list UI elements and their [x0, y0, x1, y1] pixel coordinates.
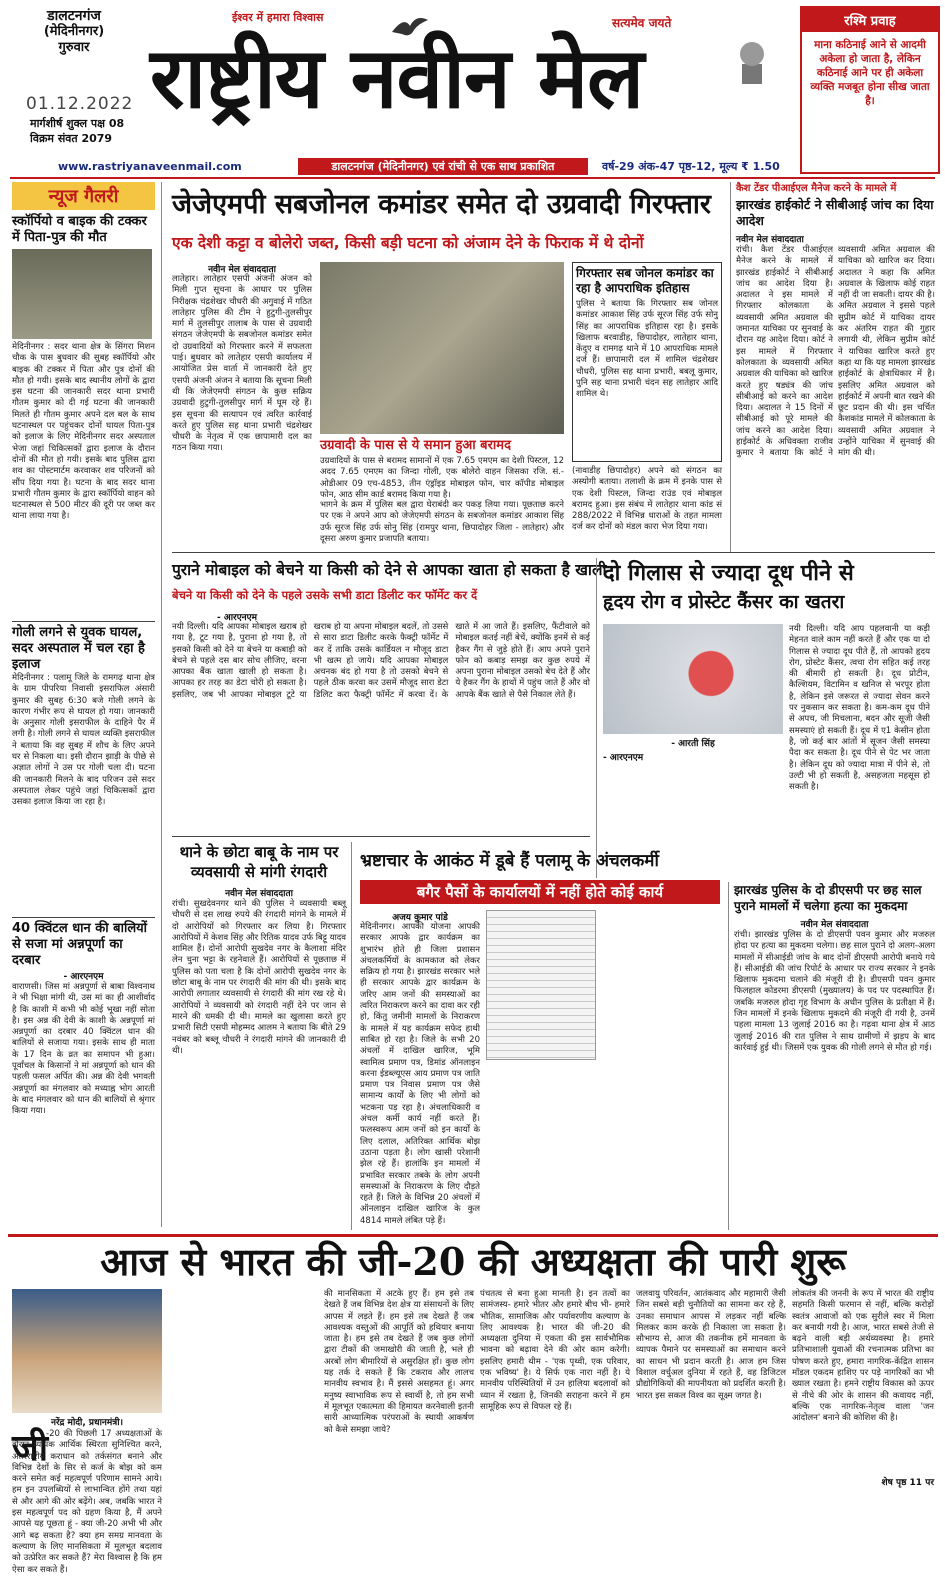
dsp-headline: झारखंड पुलिस के दो डीएसपी पर छह साल पुराने मामलों में चलेगा हत्या का मुकदमा	[734, 883, 922, 913]
g20-body-1: -20 की पिछली 17 अध्यक्षताओं के दौरान व्यापक आर्थिक स्थिरता सुनिश्चित करने, अंतरराष्ट्रीय कराधान को तर्कसंगत बनाने और विभिन्न देशों के सिर से कर्ज के बोझ को कम करने समेत कई महत्वपूर्ण परिणाम सामने आये। हम इन उपलब्धियों से लाभान्वित होंगे तथा यहां से और आगे की ओर बढ़ेंगे। अब, जबकि भारत ने इस महत्वपूर्ण पद को ग्रहण किया है, मैं अपने आपसे यह पूछता हूं - क्या जी-20 अभी भी और आगे बढ़ सकता है? क्या हम समग्र मानवता के कल्याण के लिए मानसिकता में मूलभूत बदलाव को उत्प्रेरित कर सकते हैं? मेरा विश्वास है कि हम ऐसा कर सकते हैं।	[12, 1429, 162, 1575]
lead-story	[172, 262, 722, 547]
rashmi-title: रश्मि प्रवाह	[802, 8, 938, 32]
g20-section	[8, 1234, 938, 1575]
mobile-subhead: बेचने या किसी को देने के पहले उसके सभी डाटा डिलीट कर फॉर्मेट कर दें	[172, 588, 478, 602]
edition-place: (मेदिनीनगर)	[43, 24, 105, 39]
publication-info: डालटनगंज (मेदिनीनगर) एवं रांची से एक साथ प्रकाशित	[298, 158, 588, 175]
history-box-title: गिरफ्तार सब जोनल कमांडर का रहा है आपराधिक इतिहास	[576, 266, 714, 295]
news-gallery-heading: न्यूज गैलरी	[12, 182, 155, 210]
panchang	[30, 116, 140, 146]
gallery-story-2-title: गोली लगने से युवक घायल, सदर अस्पताल में चल रहा है इलाज	[12, 621, 155, 673]
modi-photo	[12, 1289, 162, 1413]
palamu-body-1: मेदिनीनगर। आपकी योजना आपकी सरकार आपके द्वार कार्यक्रम का शुभारंभ होते ही जिला प्रशासन अंचलकर्मियों के कामकाज को लेकर सक्रिय हो गया है। झारखंड सरकार भले ही सरकार आपके द्वार कार्यक्रम के जरिए आम जनों की समस्याओं का त्वरित निराकरण करने का दावा कर रही हो, किंतु जमीनी मामलों के निराकरण के मामले में यह कार्यक्रम सफेद हाथी साबित हो रहा है। जिले के सभी 20 अंचलों में दाखिल खारिज, भूमि स्वामित्व प्रमाण पत्र, डिमांड ऑनलाइन करना ईडब्ल्यूएस आय प्रमाण पत्र जाति प्रमाण पत्र निवास प्रमाण पत्र जैसे सामान्य कार्यों के लिए भी लोगों को भटकना पड़ रहा है। अंचलाधिकारी व अंचल कर्मी कार्य नहीं करते हैं। फलस्वरूप आम जनों को इन कार्यों के लिए दलाल, अतिरिक्त आर्थिक बोझ उठाना पड़ता है। लोग खासी परेशानी झेल रहे हैं। हालांकि इन मामलों में प्रभावित सरकार तबके के लोग अपनी समस्याओं के निराकरण के लिए दौड़ते रहते हैं। जिले के विभिन्न 20 अंचलों में ऑनलाइन दाखिल खारिज के कुल 4814 मामले लंबित पड़े हैं।	[360, 922, 480, 1226]
gallery-story-3-title: 40 क्विंटल धान की बालियों से सजा मां अन्नपूर्णा का दरबार	[12, 917, 155, 969]
babu-headline: थाने के छोटा बाबू के नाम पर व्यवसायी से मांगी रंगदारी	[179, 843, 339, 881]
lead-reporter: नवीन मेल संवाददाता	[208, 265, 276, 275]
issue-meta: वर्ष-29 अंक-47 पृष्ठ-12, मूल्य ₹ 1.50	[602, 159, 780, 173]
palamu-reporter: अजय कुमार पांडे	[392, 913, 448, 923]
palamu-banner: बगैर पैसों के कार्यालयों में नहीं होते कोई कार्य	[360, 880, 720, 904]
lead-body-1: लातेहार। लातेहार एसपी अंजनी अंजन को मिली गुप्त सूचना के आधार पर पुलिस निरीक्षक चंद्रशेखर चौधरी की अगुवाई में गठित लातेहार पुलिस की टीम ने हुटुगी-तुलसीपुर मार्ग में तुलसीपुर तालाब के पास से उग्रवादी संगठन जेजेएमपी के सबजोनल कमांडर समेत दो उग्रवादियों को गिरफ्तार करने में सफलता पाई। बुधवार को लातेहार एसपी कार्यालय में आयोजित प्रेस वार्ता में जानकारी देते हुए एसपी अंजनी अंजन ने बताया कि सूचना मिली थी कि जेजेएमपी संगठन के कुछ सक्रिय उग्रवादी हुटुगी-तुलसीपुर मार्ग में घूम रहे हैं। इस सूचना की सत्यापन एवं त्वरित कार्रवाई करते हुए पुलिस सह थाना प्रभारी चंद्रशेखर चौधरी के नेतृत्व में एक छापामारी दल का गठन किया गया।	[172, 274, 312, 454]
gallery-story-1-body: मेदिनीनगर : सदर थाना क्षेत्र के सिंगरा मिशन चौक के पास बुधवार की सुबह स्कॉर्पियो और बाइक की टक्कर में पिता और पुत्र दोनों की मौत हो गयी। इसके बाद स्थानीय लोगों के द्वारा इस घटना की जानकारी सदर थाना प्रभारी गौतम कुमार को दी गई घटना की जानकारी मिलते ही गौतम कुमार अपने दल बल के साथ घटनास्थल पर पहुंचकर दोनों घायल पिता-पुत्र को इलाज के लिए मेदिनीनगर सदर अस्पताल भेजा जहां चिकित्सकों द्वारा इलाज के दौरान दोनों की मौत हो गयी। इसके बाद पुलिस द्वारा शव का पोस्टमार्टम करवाकर शव परिजनों को सौंप दिया गया है। घटना के बाद सदर थाना प्रभारी गौतम कुमार के द्वारा स्कॉर्पियो वाहन को घटनास्थल से 500 मीटर की दूरी पर जब्त कर थाना लाया गया है।	[12, 342, 155, 522]
hc-body: रांची। कैश टेंडर पीआईएल मैनेज करने के मामले में झारखंड हाईकोर्ट ने सीबीआई जांच का आदेश दिया है। अदालत ने इस मामले में गिरफ्तार कोलकाता के व्यवसायी अमित अग्रवाल की जमानत याचिका पर सुनवाई के दौरान यह आदेश दिया। कोर्ट ने इस मामले में गिरफ्तार कोलकाता के व्यवसायी अमित अग्रवाल की याचिका को खारिज करते हुए षड्यंत्र की जांच सीबीआई को करने का आदेश दिया। अदालत ने 15 दिनों में सीबीआई को पूरे मामले की जांच करने का आदेश दिया। हाईकोर्ट के अधिवक्ता राजीव कुमार ने बताया कि कोर्ट ने व्यवसायी अमित अग्रवाल की याचिका को खारिज कर दिया। अदालत ने कहा कि अमित अग्रवाल के खिलाफ कोई राहत नहीं दी जा सकती। दायर की है। अमित अग्रवाल ने इससे पहले सुप्रीम कोर्ट में याचिका दायर कर अंतरिम राहत की गुहार लगायी थी, लेकिन सुप्रीम कोर्ट ने याचिका खारिज करते हुए कहा था कि यह मामला झारखंड हाईकोर्ट के क्षेत्राधिकार में है। इसलिए अमित अग्रवाल को हाईकोर्ट में अपनी बात रखने की छूट प्रदान की थी। इस चर्चित कैशकांड मामले में कोलकाता के व्यवसायी अमित अग्रवाल ने उन्होंने याचिका में सुनवाई की मांग की थी।	[736, 245, 935, 459]
gallery-story-2-body: मेदिनीनगर : पलामू जिले के रामगढ़ थाना क्षेत्र के ग्राम पीपरिया निवासी इसराफिल अंसारी कुमार की सुबह 6:30 बजे गोली लगने के कारण गंभीर रूप से घायल हो गया। जानकारी के अनुसार गोली इसराफील के दाहिने पैर में लगी है। गोली लगने से घायल व्यक्ति इसराफील ने बताया कि वह सुबह में शौच के लिए अपने घर से निकला था। इसी दौरान झाड़ी के पीछे से अज्ञात लोगों ने उस पर गोली चला दी। घटना की जानकारी मिलने के बाद परिजन उसे सदर अस्पताल लेकर पहुंचे जहां चिकित्सकों द्वारा उसका इलाज किया जा रहा है।	[12, 673, 155, 808]
panchang-line-2: विक्रम संवत 2079	[30, 132, 113, 145]
news-gallery	[12, 182, 162, 1227]
lead-subhead: एक देशी कट्टा व बोलेरो जब्त, किसी बड़ी घटना को अंजाम देने के फिराक में थे दोनों	[172, 234, 644, 252]
palamu-headline: भ्रष्टाचार के आकंठ में डूबे हैं पलामू के अंचलकर्मी	[360, 851, 659, 871]
g20-continued: शेष पृष्ठ 11 पर	[881, 1478, 934, 1488]
milk-body: नयी दिल्ली। यदि आप पहलवानी या कड़ी मेहनत वाले काम नहीं करते हैं और एक या दो गिलास से ज्यादा दूध पीते हैं, तो आपको हृदय रोग, प्रोस्टेट कैंसर, त्वचा रोग सहित कई तरह की बीमारी हो सकती है। दूध प्रोटीन, कैल्शियम, विटामिन व खनिज से भरपूर होता है, लेकिन इसे जरूरत से ज्यादा सेवन करने पर नुकसान कर सकता है। कम-कम दूध पीने से अपच, जी मिचलाना, बदन और सूजी जैसी समस्याएं हो सकती हैं। दूध में ए1 केसीन होता है, जो कई बार आंतों में सूजन जैसी समस्या पैदा कर सकता है। दूध पीने से पेट भर जाता है। लेकिन दूध को ज्यादा मात्रा में पीने से, तो उल्टी भी हो सकती है, असहजता महसूस हो सकती है।	[789, 624, 930, 793]
gallery-story-3-body: वाराणसी। जिस मां अन्नपूर्णा से बाबा विश्वनाथ ने भी भिक्षा मांगी थी, उस मां का ही आशीर्वाद है कि काशी में कभी भी कोई भूखा नहीं सोता है। इस अन्न की देवी के काशी के अन्नपूर्णा मां अन्नपूर्णा का दरबार 40 क्विंटल धान की बालियों से सजाया गया। इसके साथ ही माता के 17 दिन के व्रत का समापन भी हुआ। पूर्वांचल के किसानों ने मां अन्नपूर्णा को धान की पहली फसल अर्पित की। अन्न की देवी भगवती अन्नपूर्णा का मंगलवार को मध्याह्न भोग आरती के बाद मंगलवार को धान की बालियों से श्रृंगार किया गया।	[12, 982, 155, 1117]
milk-headline-2: हृदय रोग व प्रोस्टेट कैंसर का खतरा	[603, 591, 845, 613]
milk-story	[596, 558, 935, 878]
lead-headline: जेजेएमपी सबजोनल कमांडर समेत दो उग्रवादी गिरफ्तार	[172, 189, 711, 220]
masthead-divider	[10, 177, 935, 179]
edition-block	[14, 8, 134, 56]
panchang-line-1: मार्गशीर्ष शुक्ल पक्ष 08	[30, 117, 125, 130]
rashmi-text: माना कठिनाई आने से आदमी अकेला हो जाता है, लेकिन कठिनाई आने पर ही अकेला व्यक्ति मजबूत होना सीख जाता है।	[810, 39, 930, 107]
mobile-reporter: - आरएनएम	[216, 613, 258, 623]
palamu-body-2	[602, 910, 720, 1220]
dsp-story	[728, 882, 935, 1230]
lead-body-2: भागने के क्रम में पुलिस बल द्वारा घेराबंदी कर पकड़ लिया गया। पूछताछ करने पर एक ने अपने आप को जेजेएमपी संगठन के सबजोनल कमांडर आकाश सिंह उर्फ सूरज सिंह उर्फ सोनु सिंह (रामपुर थाना, छिपादोहर जिला - लातेहार) और दूसरा अरुण कुमार प्रजापति बताया।	[320, 500, 564, 544]
palamu-story	[360, 910, 720, 1230]
section-divider-1	[172, 552, 935, 553]
criminal-history-box	[572, 262, 722, 462]
heart-pain-photo	[603, 624, 783, 734]
lead-body-3: (नावाडीह छिपादोहर) अपने को संगठन का अस्योगी बताया। तलाशी के क्रम में इनके पास से एक देशी पिस्टल, जिन्दा राउंड एवं मोबाइल बरामद हुआ। इस संबंध में लातेहार थाना कांड सं 288/2022 में विभिन्न धाराओं के तहत मामला दर्ज कर दोनों को मंडल कारा भेज दिया गया।	[572, 466, 722, 533]
masthead-strip	[58, 157, 798, 175]
g20-body-2: की मानसिकता में अटके हुए हैं। हम इसे तब देखते हैं जब विभिन्न देश क्षेत्र या संसाधनों के लिए आपस में लड़ते हैं। हम इसे तब देखते हैं जब आवश्यक वस्तुओं की आपूर्ति को हथियार बनाया जाता है। हम इसे तब देखते हैं जब कुछ लोगों द्वारा टीकों की जमाखोरी की जाती है, भले ही अरबों लोग बीमारियों से असुरक्षित हों। कुछ लोग यह तर्क दे सकते हैं कि टकराव और लालच मानवीय स्वभाव है। मैं इससे असहमत हूं। अगर मनुष्य स्वाभाविक रूप से स्वार्थी है, तो हम सभी में मूलभूत एकात्मता की हिमायत करनेवाली इतनी सारी आध्यात्मिक परंपराओं के स्थायी आकर्षण को कैसे समझा जाये?	[324, 1289, 474, 1435]
history-box-body: पुलिस ने बताया कि गिरफ्तार सब जोनल कमांडर आकाश सिंह उर्फ सूरज सिंह उर्फ सोनु सिंह का आपराधिक इतिहास रहा है। इसके खिलाफ बरवाडीह, छिपादोहर, लातेहार थाना, केंदुए व रामगढ़ थाने में 10 आपराधिक मामले दर्ज हैं। छापामारी दल में शामिल चंद्रशेखर चौधरी, पुलिस सह थाना प्रभारी, बबलू कुमार, पुनि सह थाना प्रभारी चंदन सह लातेहार आदि शामिल थे।	[576, 299, 718, 400]
milk-headline-1: दो गिलास से ज्यादा दूध पीने से	[603, 560, 854, 586]
g20-body-4: जलवायु परिवर्तन, आतंकवाद और महामारी जैसी जिन सबसे बड़ी चुनौतियों का सामना कर रहे हैं, उनका समाधान आपस में लड़कर नहीं बल्कि मिलकर काम करके ही निकाला जा सकता है। सौभाग्य से, आज की तकनीक हमें मानवता के व्यापक पैमाने पर समस्याओं का समाधान करने का साधन भी प्रदान करती है। आज हम जिस विशाल वर्चुअल दुनिया में रहते हैं, वह डिजिटल प्रौद्योगिकियों की मापनीयता को प्रदर्शित करती है। भारत इस सकल विश्व का सूक्ष्म जगत है।	[636, 1289, 786, 1401]
land-record-document-photo	[486, 910, 596, 1060]
issue-date: 01.12.2022	[26, 94, 134, 114]
hc-kicker: कैश टेंडर पीआईएल मैनेज करने के मामले में	[736, 183, 897, 194]
gallery-story-3-reporter: - आरएनएम	[63, 972, 104, 982]
gallery-story-1-title: स्कॉर्पियो व बाइक की टक्कर में पिता-पुत्र की मौत	[12, 214, 147, 245]
g20-drop-cap: जी	[12, 1428, 49, 1469]
babu-reporter: नवीन मेल संवाददाता	[225, 889, 293, 899]
lead-photo-caption: उग्रवादी के पास से ये समान हुआ बरामद	[320, 438, 511, 453]
g20-body-1b	[168, 1289, 316, 1487]
tagline: ईश्वर में हमारा विश्वास	[232, 11, 324, 24]
g20-body-5: लोकतंत्र की जननी के रूप में भारत की राष्ट्रीय सहमति किसी फरमान से नहीं, बल्कि करोड़ों स्वतंत्र आवाजों को एक सुरीले स्वर में मिला कर बनायी गयी है। आज, भारत सबसे तेजी से बढ़ने वाली बड़ी अर्थव्यवस्था है। हमारे प्रतिभाशाली युवाओं की रचनात्मक प्रतिभा का पोषण करते हुए, हमारा नागरिक-केंद्रित शासन मॉडल एकदम हाशिए पर पड़े नागरिकों का भी ख्याल रखता है। हमने राष्ट्रीय विकास को ऊपर से नीचे की ओर के शासन की कवायद नहीं, बल्कि एक नागरिक-नेतृत्व वाला 'जन आंदोलन' बनाने की कोशिश की है।	[792, 1289, 934, 1424]
jharkhand-hc-story	[730, 182, 935, 552]
g20-photo-caption: नरेंद्र मोदी, प्रधानमंत्री।	[50, 1418, 124, 1428]
section-divider-2	[172, 836, 590, 837]
newspaper-title: राष्ट्रीय नवीन मेल	[150, 29, 644, 127]
mobile-body: नयी दिल्ली। यदि आपका मोबाइल खराब हो गया है, टूट गया है, पुराना हो गया है, तो इसको किसी को देने या बेचने या कबाड़ी को बेचने से पहले दस बार सोच लीजिए, वरना आपका बैंक खाता खाली हो सकता है। आपका हर तरह का डेटा चोरी हो सकता है। इसलिए, जब भी आपका मोबाइल टूटे या खराब हो या अपना मोबाइल बदलें, तो उससे से सारा डाटा डिलीट करके फैक्ट्री फॉर्मेट में कर दें ताकि उसके कार्डियल न मौजूद डाटा भी खत्म हो जाये। यदि आपका मोबाइल अचनक बंद हो गया है तो उसको बेचने से पहले ठीक करवा कर उसमें मौजूद सारा डेटा डिलिट करा फैक्ट्री फॉर्मेट में करवा दें। के खाते में आ जाते हैं। इसलिए, फैंटीवाले को मोबाइल कतई नहीं बेचें, क्योंकि इनमें से कई हैकर गैंग से जुड़े होते हैं। आप अपने पुराने फोन को कबाड़ समझ कर कुछ रुपये में अपना पुराना मोबाइल उसको बेच देते हैं और ये हैकर गैंग के हाथों में पहुंच जाते हैं और वो आपके बैंक खाते से पैसे निकाल लेते हैं।	[172, 622, 590, 700]
hc-reporter: नवीन मेल संवाददाता	[736, 235, 804, 245]
babu-story	[172, 842, 352, 1230]
arrest-photo	[320, 262, 564, 434]
website-link[interactable]: www.rastriyanaveenmail.com	[58, 159, 242, 173]
mobile-headline: पुराने मोबाइल को बेचने या किसी को देने से आपका खाता हो सकता है खाली	[172, 560, 607, 579]
g20-body-3: पंचतत्व से बना हुआ मानती है। इन तत्वों का सामंजस्य- हमारे भीतर और हमारे बीच भी- हमारे भौतिक, सामाजिक और पर्यावरणीय कल्याण के लिए आवश्यक है। भारत की जी-20 की अध्यक्षता दुनिया में एकता की इस सार्वभौमिक भावना को बढ़ावा देने की ओर काम करेगी। इसलिए हमारी थीम - 'एक पृथ्वी, एक परिवार, एक भविष्य' है। ये सिर्फ एक नारा नहीं है। ये मानवीय परिस्थितियों में उन हालिया बदलावों को ध्यान में रखता है, जिनकी सराहना करने में हम सामूहिक रूप से विफल रहे हैं।	[480, 1289, 630, 1412]
edition-city: डालटनगंज	[47, 8, 101, 24]
motto: सत्यमेव जयते	[612, 16, 672, 30]
hc-headline: झारखंड हाईकोर्ट ने सीबीआई जांच का दिया आदेश	[736, 197, 934, 228]
emblem-icon	[734, 34, 770, 88]
babu-body: रांची। सुखदेवनगर थाने की पुलिस ने व्यवसायी बब्लू चौधरी से दस लाख रुपये की रंगदारी मांगने के मामले में दो आरोपियों को गिरफ्तार कर लिया है। गिरफ्तार आरोपियों में केशव सिंह और रितिक यादव उर्फ बिट्टू यादव शामिल हैं। दोनों आरोपी सुखदेव नगर के कैलाशा मंदिर लेन चुना भट्टा के रहनेवाले हैं। आरोपियों से पूछताछ में पुलिस को पता चला है कि दोनों आरोपी सुखदेव नगर के छोटा बाबू के नाम पर रंगदारी की मांग की थी। इसके बाद आरोपी लगातार व्यवसायी से रंगदारी की मांग रख रहे थे। आरोपियों ने व्यवसायी को रंगदारी नहीं देने पर जान से मारने की धमकी दी थी। मामले का खुलासा करते हुए प्रभारी सिटी एसपी मोहम्मद आलम ने बताया कि बीते 29 नवंबर को बब्लू चौधरी ने रंगदारी मांगने की जानकारी दी थी।	[172, 899, 347, 1056]
edition-day: गुरुवार	[58, 40, 90, 55]
dsp-reporter: नवीन मेल संवाददाता	[800, 920, 869, 930]
lead-caption-body: उग्रवादियों के पास से बरामद सामानों में एक 7.65 एमएम का देशी पिस्टल, 12 अदद 7.65 एमएम का जिन्दा गोली, एक बोलेरो वाहन जिसका रजि. सं.- ओडीआर 09 एच-4853, तीन एंड्रॉइड मोबाइल फोन, चार कॉपीड मोबाइल फोन, आठ सीम कार्ड बरामद किया गया है।	[320, 456, 564, 500]
accident-photo	[12, 249, 152, 339]
rashmi-pravah-box	[800, 6, 940, 174]
milk-photo-credit: - आरती सिंह	[671, 739, 715, 749]
milk-reporter: - आरएनएम	[603, 753, 644, 763]
dsp-body: रांची। झारखंड पुलिस के दो डीएसपी पवन कुमार और मजरुल होदा पर हत्या का मुकदमा चलेगा। छह साल पुराने दो अलग-अलग मामलों में सीआईडी जांच के बाद दोनों डीएसपी आरोपी बनाये गये हैं। सीआईडी की जांच रिपोर्ट के आधार पर राज्य सरकार ने इनके खिलाफ मुकदमा चलाने की मंजूरी दी है। डीएसपी पवन कुमार फिलहाल कोडरमा डीएसपी (मुख्यालय) के पद पर पदस्थापित हैं। जबकि मजरुल होदा गृह विभाग के अधीन पुलिस के प्रतीक्षा में हैं। जिन मामलों में इनके खिलाफ मुकदमे की मंजूरी दी गयी है, उनमें पहला मामला 13 जुलाई 2016 का है। गढ़वा थाना क्षेत्र में आठ जुलाई 2016 की रात पुलिस ने साथ ग्रामीणों में झड़प के बाद कार्रवाई हुई थी। जिसमें एक युवक की गोली लगने से मौत हो गई।	[734, 930, 935, 1053]
g20-headline: आज से भारत की जी-20 की अध्यक्षता की पारी शुरू	[100, 1239, 846, 1284]
